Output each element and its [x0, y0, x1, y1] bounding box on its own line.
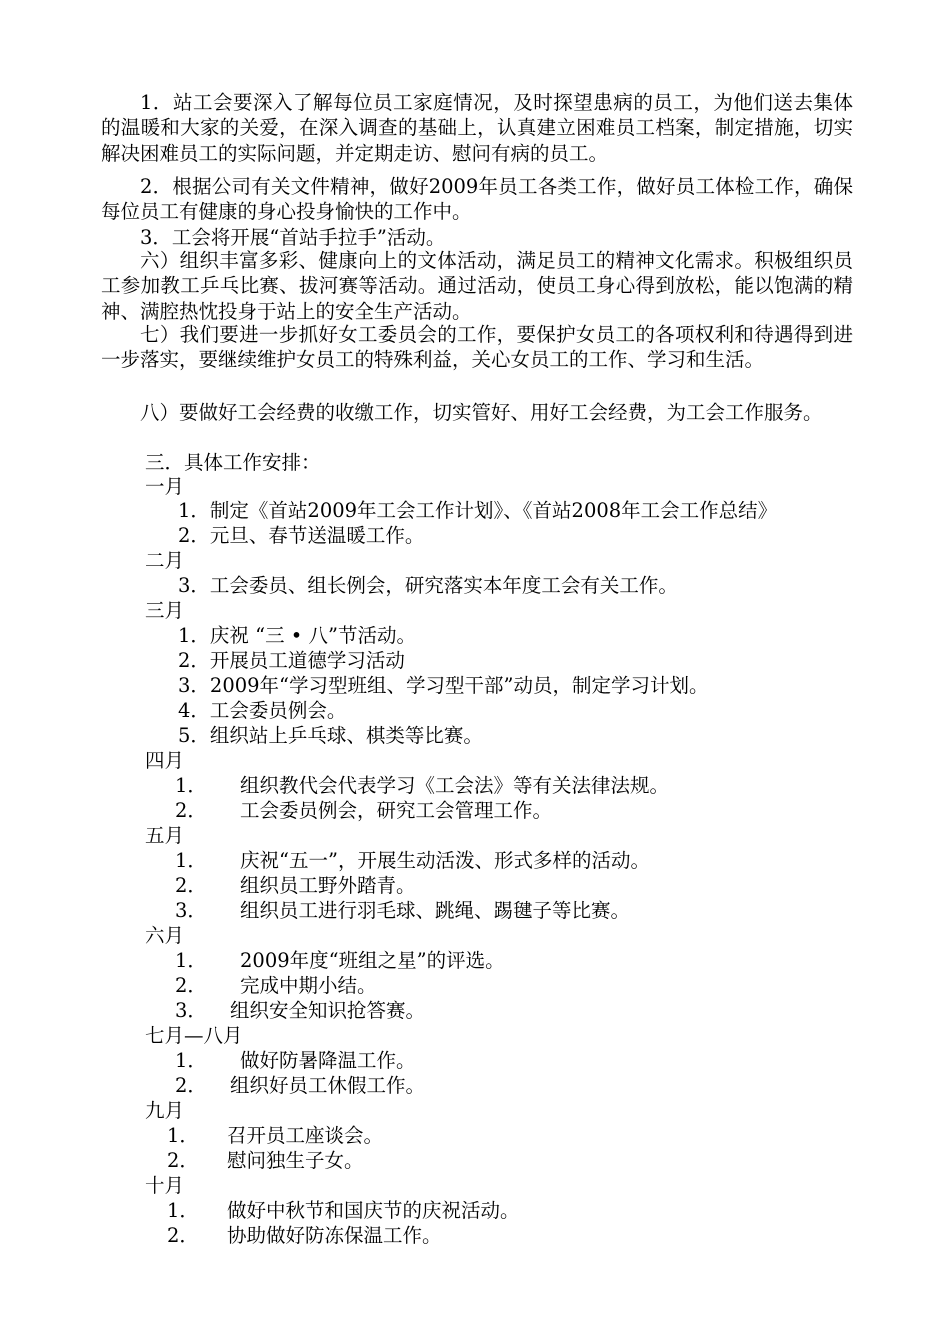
item-number: 2． — [167, 1224, 199, 1247]
paragraph: 3．工会将开展“首站手拉手”活动。 — [140, 226, 446, 249]
item-number: 1． — [175, 949, 207, 972]
month-label: 十月 — [145, 1174, 185, 1197]
item-number: 1． — [167, 1199, 199, 1222]
month-label: 九月 — [145, 1099, 185, 1122]
item-number: 1． — [175, 774, 207, 797]
schedule-item: 做好中秋节和国庆节的庆祝活动。 — [227, 1199, 520, 1222]
schedule-heading: 三．具体工作安排： — [145, 451, 321, 474]
schedule-item: 协助做好防冻保温工作。 — [227, 1224, 442, 1247]
paragraph: 1．站工会要深入了解每位员工家庭情况，及时探望患病的员工，为他们送去集体的温暖和大家的关爱，在深入调查的基础上，认真建立困难员工档案，制定措施，切实解决困难员工的实际问题，并定期走访、慰问有病的员工。 — [101, 91, 853, 165]
schedule-item: 5．组织站上乒乓球、棋类等比赛。 — [178, 724, 483, 747]
paragraph: 七）我们要进一步抓好女工委员会的工作，要保护女员工的各项权利和待遇得到进一步落实，要继续维护女员工的特殊利益，关心女员工的工作、学习和生活。 — [101, 323, 853, 372]
schedule-item: 3．工会委员、组长例会，研究落实本年度工会有关工作。 — [178, 574, 678, 597]
paragraph: 2．根据公司有关文件精神，做好2009年员工各类工作，做好员工体检工作，确保每位员工有健康的身心投身愉快的工作中。 — [101, 175, 853, 224]
paragraph: 八）要做好工会经费的收缴工作，切实管好、用好工会经费，为工会工作服务。 — [140, 401, 823, 424]
month-label: 一月 — [145, 475, 185, 498]
paragraph: 六）组织丰富多彩、健康向上的文体活动，满足员工的精神文化需求。积极组织员工参加教工乒乓比赛、拔河赛等活动。通过活动，使员工身心得到放松，能以饱满的精神、满腔热忱投身于站上的安全生产活动。 — [101, 249, 853, 323]
item-number: 1． — [175, 1049, 207, 1072]
schedule-item: 2．元旦、春节送温暖工作。 — [178, 524, 425, 547]
item-number: 2． — [175, 874, 207, 897]
month-label: 四月 — [145, 749, 185, 772]
schedule-item: 组织教代会代表学习《工会法》等有关法律法规。 — [240, 774, 670, 797]
schedule-item: 完成中期小结。 — [240, 974, 377, 997]
item-number: 2． — [167, 1149, 199, 1172]
schedule-item: 组织员工野外踏青。 — [240, 874, 416, 897]
schedule-item: 2．开展员工道德学习活动 — [178, 649, 405, 672]
schedule-item: 慰问独生子女。 — [227, 1149, 364, 1172]
month-label: 三月 — [145, 599, 185, 622]
schedule-item: 庆祝“五一”，开展生动活泼、形式多样的活动。 — [240, 849, 650, 872]
schedule-item: 3．2009年“学习型班组、学习型干部”动员，制定学习计划。 — [178, 674, 709, 697]
item-number: 2． — [175, 799, 207, 822]
item-number: 3． — [175, 899, 207, 922]
schedule-item: 组织好员工休假工作。 — [230, 1074, 426, 1097]
month-label: 五月 — [145, 824, 185, 847]
month-label: 六月 — [145, 924, 185, 947]
schedule-item: 做好防暑降温工作。 — [240, 1049, 416, 1072]
item-number: 2． — [175, 1074, 207, 1097]
month-label: 二月 — [145, 549, 185, 572]
item-number: 2． — [175, 974, 207, 997]
schedule-item: 4．工会委员例会。 — [178, 699, 347, 722]
item-number: 3． — [175, 999, 207, 1022]
schedule-item: 1．制定《首站2009年工会工作计划》、《首站2008年工会工作总结》 — [178, 499, 778, 522]
item-number: 1． — [175, 849, 207, 872]
item-number: 1． — [167, 1124, 199, 1147]
month-label: 七月—八月 — [145, 1024, 243, 1047]
schedule-item: 组织员工进行羽毛球、跳绳、踢毽子等比赛。 — [240, 899, 631, 922]
schedule-item: 2009年度“班组之星”的评选。 — [240, 949, 505, 972]
schedule-item: 工会委员例会，研究工会管理工作。 — [240, 799, 553, 822]
schedule-item: 组织安全知识抢答赛。 — [230, 999, 426, 1022]
schedule-item: 召开员工座谈会。 — [227, 1124, 384, 1147]
schedule-item: 1．庆祝 “三 • 八”节活动。 — [178, 624, 416, 647]
